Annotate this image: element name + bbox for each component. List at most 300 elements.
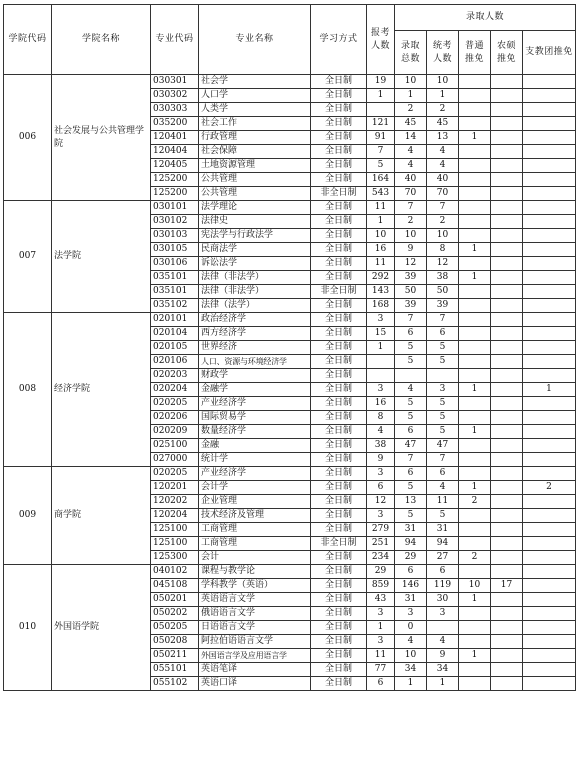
applicants-cell: 234	[367, 551, 395, 565]
college-code-cell: 007	[4, 201, 52, 313]
college-code-cell: 009	[4, 467, 52, 565]
exam-cell: 4	[427, 159, 459, 173]
major-name-cell: 会计	[199, 551, 311, 565]
major-name-cell: 数量经济学	[199, 425, 311, 439]
total-cell: 4	[395, 383, 427, 397]
major-code-cell: 045108	[151, 579, 199, 593]
major-code-cell: 020203	[151, 369, 199, 383]
admission-table-page	[3, 4, 575, 691]
study-mode-cell: 全日制	[311, 411, 367, 425]
exam-cell: 4	[427, 635, 459, 649]
agri-exempt-cell	[491, 565, 523, 579]
major-code-cell: 035200	[151, 117, 199, 131]
total-cell: 10	[395, 229, 427, 243]
total-cell: 31	[395, 523, 427, 537]
regular-exempt-cell: 1	[459, 481, 491, 495]
major-name-cell: 课程与教学论	[199, 565, 311, 579]
college-name-cell: 社会发展与公共管理学院	[52, 75, 151, 201]
total-cell: 1	[395, 89, 427, 103]
regular-exempt-cell	[459, 75, 491, 89]
agri-exempt-cell	[491, 215, 523, 229]
major-name-cell: 俄语语言文学	[199, 607, 311, 621]
study-mode-cell: 全日制	[311, 103, 367, 117]
exam-cell: 94	[427, 537, 459, 551]
support-exempt-cell	[523, 635, 576, 649]
header-support-exempt: 支教团推免	[523, 31, 576, 75]
major-code-cell: 055102	[151, 677, 199, 691]
support-exempt-cell	[523, 439, 576, 453]
total-cell: 94	[395, 537, 427, 551]
major-name-cell: 行政管理	[199, 131, 311, 145]
major-name-cell: 西方经济学	[199, 327, 311, 341]
study-mode-cell: 全日制	[311, 145, 367, 159]
study-mode-cell: 全日制	[311, 593, 367, 607]
exam-cell: 2	[427, 103, 459, 117]
major-name-cell: 外国语言学及应用语言学	[199, 649, 311, 663]
applicants-cell: 8	[367, 411, 395, 425]
exam-cell: 6	[427, 467, 459, 481]
regular-exempt-cell	[459, 523, 491, 537]
study-mode-cell: 全日制	[311, 635, 367, 649]
regular-exempt-cell	[459, 299, 491, 313]
table-row	[4, 201, 576, 215]
support-exempt-cell	[523, 89, 576, 103]
exam-cell: 13	[427, 131, 459, 145]
regular-exempt-cell	[459, 439, 491, 453]
major-code-cell: 125100	[151, 537, 199, 551]
support-exempt-cell	[523, 229, 576, 243]
major-name-cell: 社会学	[199, 75, 311, 89]
agri-exempt-cell	[491, 75, 523, 89]
applicants-cell: 10	[367, 229, 395, 243]
study-mode-cell: 全日制	[311, 131, 367, 145]
agri-exempt-cell	[491, 313, 523, 327]
total-cell: 7	[395, 201, 427, 215]
exam-cell: 10	[427, 75, 459, 89]
total-cell: 6	[395, 327, 427, 341]
applicants-cell	[367, 355, 395, 369]
regular-exempt-cell	[459, 565, 491, 579]
regular-exempt-cell: 2	[459, 495, 491, 509]
major-name-cell: 法律（非法学）	[199, 285, 311, 299]
major-code-cell: 120202	[151, 495, 199, 509]
major-name-cell: 社会工作	[199, 117, 311, 131]
major-code-cell: 040102	[151, 565, 199, 579]
table-row	[4, 313, 576, 327]
exam-cell: 2	[427, 215, 459, 229]
total-cell: 6	[395, 425, 427, 439]
total-cell: 13	[395, 495, 427, 509]
study-mode-cell: 全日制	[311, 453, 367, 467]
agri-exempt-cell	[491, 481, 523, 495]
total-cell: 1	[395, 677, 427, 691]
applicants-cell: 9	[367, 453, 395, 467]
agri-exempt-cell	[491, 117, 523, 131]
applicants-cell	[367, 103, 395, 117]
total-cell: 31	[395, 593, 427, 607]
major-name-cell: 英语口译	[199, 677, 311, 691]
support-exempt-cell	[523, 411, 576, 425]
agri-exempt-cell	[491, 103, 523, 117]
applicants-cell	[367, 369, 395, 383]
support-exempt-cell	[523, 565, 576, 579]
major-name-cell: 产业经济学	[199, 467, 311, 481]
agri-exempt-cell	[491, 467, 523, 481]
total-cell: 5	[395, 397, 427, 411]
regular-exempt-cell	[459, 411, 491, 425]
study-mode-cell: 全日制	[311, 663, 367, 677]
applicants-cell: 543	[367, 187, 395, 201]
study-mode-cell: 全日制	[311, 523, 367, 537]
support-exempt-cell	[523, 453, 576, 467]
regular-exempt-cell	[459, 117, 491, 131]
table-row	[4, 565, 576, 579]
study-mode-cell: 全日制	[311, 383, 367, 397]
major-name-cell: 英语笔译	[199, 663, 311, 677]
study-mode-cell: 全日制	[311, 481, 367, 495]
agri-exempt-cell	[491, 187, 523, 201]
support-exempt-cell	[523, 257, 576, 271]
regular-exempt-cell	[459, 677, 491, 691]
major-name-cell: 土地资源管理	[199, 159, 311, 173]
total-cell: 4	[395, 145, 427, 159]
applicants-cell: 1	[367, 621, 395, 635]
major-name-cell: 公共管理	[199, 173, 311, 187]
support-exempt-cell	[523, 173, 576, 187]
major-code-cell: 125100	[151, 523, 199, 537]
college-code-cell: 010	[4, 565, 52, 691]
support-exempt-cell	[523, 131, 576, 145]
header-admitted-group: 录取人数	[395, 5, 576, 31]
major-name-cell: 企业管理	[199, 495, 311, 509]
agri-exempt-cell	[491, 593, 523, 607]
total-cell: 146	[395, 579, 427, 593]
major-code-cell: 020205	[151, 397, 199, 411]
regular-exempt-cell	[459, 663, 491, 677]
exam-cell: 119	[427, 579, 459, 593]
total-cell: 7	[395, 453, 427, 467]
major-name-cell: 国际贸易学	[199, 411, 311, 425]
support-exempt-cell	[523, 649, 576, 663]
header-total: 录取总数	[395, 31, 427, 75]
total-cell: 14	[395, 131, 427, 145]
major-code-cell: 020204	[151, 383, 199, 397]
support-exempt-cell	[523, 299, 576, 313]
major-name-cell: 统计学	[199, 453, 311, 467]
agri-exempt-cell	[491, 257, 523, 271]
agri-exempt-cell	[491, 621, 523, 635]
study-mode-cell: 全日制	[311, 495, 367, 509]
support-exempt-cell: 1	[523, 383, 576, 397]
study-mode-cell: 全日制	[311, 159, 367, 173]
agri-exempt-cell	[491, 229, 523, 243]
agri-exempt-cell	[491, 327, 523, 341]
major-name-cell: 法律（法学）	[199, 299, 311, 313]
major-name-cell: 人类学	[199, 103, 311, 117]
agri-exempt-cell	[491, 243, 523, 257]
study-mode-cell: 全日制	[311, 215, 367, 229]
major-name-cell: 工商管理	[199, 537, 311, 551]
major-name-cell: 诉讼法学	[199, 257, 311, 271]
total-cell: 47	[395, 439, 427, 453]
major-code-cell: 120204	[151, 509, 199, 523]
regular-exempt-cell: 10	[459, 579, 491, 593]
total-cell: 34	[395, 663, 427, 677]
major-name-cell: 工商管理	[199, 523, 311, 537]
study-mode-cell: 全日制	[311, 579, 367, 593]
exam-cell: 6	[427, 565, 459, 579]
major-code-cell: 035101	[151, 271, 199, 285]
study-mode-cell: 全日制	[311, 397, 367, 411]
applicants-cell: 16	[367, 243, 395, 257]
major-name-cell: 技术经济及管理	[199, 509, 311, 523]
total-cell: 2	[395, 103, 427, 117]
applicants-cell: 143	[367, 285, 395, 299]
major-code-cell: 055101	[151, 663, 199, 677]
agri-exempt-cell	[491, 383, 523, 397]
agri-exempt-cell	[491, 523, 523, 537]
regular-exempt-cell	[459, 173, 491, 187]
applicants-cell: 168	[367, 299, 395, 313]
major-name-cell: 人口、资源与环境经济学	[199, 355, 311, 369]
exam-cell: 70	[427, 187, 459, 201]
regular-exempt-cell	[459, 145, 491, 159]
exam-cell: 12	[427, 257, 459, 271]
study-mode-cell: 全日制	[311, 117, 367, 131]
exam-cell: 34	[427, 663, 459, 677]
agri-exempt-cell	[491, 299, 523, 313]
regular-exempt-cell	[459, 369, 491, 383]
applicants-cell: 1	[367, 89, 395, 103]
study-mode-cell: 全日制	[311, 173, 367, 187]
total-cell: 0	[395, 621, 427, 635]
major-code-cell: 030302	[151, 89, 199, 103]
total-cell: 5	[395, 411, 427, 425]
exam-cell	[427, 621, 459, 635]
major-name-cell: 金融学	[199, 383, 311, 397]
college-name-cell: 法学院	[52, 201, 151, 313]
agri-exempt-cell	[491, 495, 523, 509]
major-name-cell: 法律史	[199, 215, 311, 229]
exam-cell: 3	[427, 607, 459, 621]
exam-cell: 7	[427, 201, 459, 215]
regular-exempt-cell: 1	[459, 425, 491, 439]
agri-exempt-cell	[491, 663, 523, 677]
major-name-cell: 世界经济	[199, 341, 311, 355]
major-code-cell: 020206	[151, 411, 199, 425]
major-code-cell: 020106	[151, 355, 199, 369]
college-name-cell: 外国语学院	[52, 565, 151, 691]
applicants-cell: 43	[367, 593, 395, 607]
major-name-cell: 法律（非法学）	[199, 271, 311, 285]
agri-exempt-cell	[491, 201, 523, 215]
agri-exempt-cell	[491, 271, 523, 285]
applicants-cell: 1	[367, 341, 395, 355]
applicants-cell: 6	[367, 481, 395, 495]
support-exempt-cell	[523, 593, 576, 607]
header-exam: 统考人数	[427, 31, 459, 75]
regular-exempt-cell	[459, 453, 491, 467]
total-cell: 2	[395, 215, 427, 229]
total-cell: 4	[395, 635, 427, 649]
agri-exempt-cell	[491, 145, 523, 159]
agri-exempt-cell	[491, 439, 523, 453]
exam-cell: 4	[427, 481, 459, 495]
applicants-cell: 292	[367, 271, 395, 285]
exam-cell: 9	[427, 649, 459, 663]
major-code-cell: 025100	[151, 439, 199, 453]
regular-exempt-cell: 1	[459, 131, 491, 145]
header-major-name: 专业名称	[199, 5, 311, 75]
major-code-cell: 030106	[151, 257, 199, 271]
agri-exempt-cell	[491, 425, 523, 439]
major-code-cell: 050202	[151, 607, 199, 621]
total-cell: 40	[395, 173, 427, 187]
total-cell: 45	[395, 117, 427, 131]
regular-exempt-cell	[459, 229, 491, 243]
regular-exempt-cell	[459, 467, 491, 481]
regular-exempt-cell	[459, 397, 491, 411]
admission-table	[3, 4, 576, 691]
major-code-cell: 030105	[151, 243, 199, 257]
agri-exempt-cell	[491, 89, 523, 103]
agri-exempt-cell	[491, 537, 523, 551]
major-name-cell: 财政学	[199, 369, 311, 383]
total-cell: 3	[395, 607, 427, 621]
total-cell: 29	[395, 551, 427, 565]
regular-exempt-cell	[459, 215, 491, 229]
study-mode-cell: 非全日制	[311, 537, 367, 551]
college-code-cell: 006	[4, 75, 52, 201]
agri-exempt-cell	[491, 509, 523, 523]
agri-exempt-cell	[491, 551, 523, 565]
applicants-cell: 19	[367, 75, 395, 89]
major-name-cell: 英语语言文学	[199, 593, 311, 607]
major-name-cell: 宪法学与行政法学	[199, 229, 311, 243]
exam-cell: 5	[427, 509, 459, 523]
major-name-cell: 民商法学	[199, 243, 311, 257]
header-applicants: 报考人数	[367, 5, 395, 75]
major-name-cell: 政治经济学	[199, 313, 311, 327]
table-row	[4, 75, 576, 89]
college-name-cell: 商学院	[52, 467, 151, 565]
total-cell: 7	[395, 313, 427, 327]
major-name-cell: 阿拉伯语语言文学	[199, 635, 311, 649]
exam-cell: 30	[427, 593, 459, 607]
major-name-cell: 金融	[199, 439, 311, 453]
support-exempt-cell	[523, 677, 576, 691]
study-mode-cell: 全日制	[311, 369, 367, 383]
study-mode-cell: 全日制	[311, 607, 367, 621]
major-name-cell: 会计学	[199, 481, 311, 495]
agri-exempt-cell	[491, 369, 523, 383]
regular-exempt-cell: 2	[459, 551, 491, 565]
study-mode-cell: 全日制	[311, 621, 367, 635]
study-mode-cell: 全日制	[311, 75, 367, 89]
exam-cell: 7	[427, 313, 459, 327]
major-name-cell: 社会保障	[199, 145, 311, 159]
study-mode-cell: 非全日制	[311, 187, 367, 201]
applicants-cell: 164	[367, 173, 395, 187]
exam-cell: 4	[427, 145, 459, 159]
regular-exempt-cell: 1	[459, 243, 491, 257]
regular-exempt-cell	[459, 607, 491, 621]
header-major-code: 专业代码	[151, 5, 199, 75]
support-exempt-cell	[523, 341, 576, 355]
study-mode-cell: 全日制	[311, 89, 367, 103]
exam-cell: 39	[427, 299, 459, 313]
total-cell: 39	[395, 299, 427, 313]
major-code-cell: 050201	[151, 593, 199, 607]
agri-exempt-cell	[491, 159, 523, 173]
total-cell: 5	[395, 481, 427, 495]
major-code-cell: 035101	[151, 285, 199, 299]
study-mode-cell: 全日制	[311, 565, 367, 579]
study-mode-cell: 全日制	[311, 299, 367, 313]
support-exempt-cell	[523, 607, 576, 621]
exam-cell	[427, 369, 459, 383]
regular-exempt-cell	[459, 355, 491, 369]
study-mode-cell: 全日制	[311, 439, 367, 453]
exam-cell: 31	[427, 523, 459, 537]
exam-cell: 27	[427, 551, 459, 565]
total-cell: 10	[395, 649, 427, 663]
applicants-cell: 3	[367, 635, 395, 649]
total-cell: 70	[395, 187, 427, 201]
regular-exempt-cell	[459, 635, 491, 649]
major-name-cell: 学科教学（英语）	[199, 579, 311, 593]
major-code-cell: 125200	[151, 187, 199, 201]
major-code-cell: 050205	[151, 621, 199, 635]
agri-exempt-cell	[491, 607, 523, 621]
support-exempt-cell	[523, 103, 576, 117]
study-mode-cell: 全日制	[311, 327, 367, 341]
exam-cell: 11	[427, 495, 459, 509]
regular-exempt-cell	[459, 313, 491, 327]
support-exempt-cell	[523, 117, 576, 131]
regular-exempt-cell	[459, 341, 491, 355]
support-exempt-cell	[523, 327, 576, 341]
support-exempt-cell	[523, 495, 576, 509]
exam-cell: 5	[427, 355, 459, 369]
exam-cell: 7	[427, 453, 459, 467]
support-exempt-cell	[523, 201, 576, 215]
agri-exempt-cell	[491, 677, 523, 691]
study-mode-cell: 全日制	[311, 313, 367, 327]
support-exempt-cell	[523, 145, 576, 159]
major-code-cell: 020205	[151, 467, 199, 481]
total-cell: 4	[395, 159, 427, 173]
major-code-cell: 035102	[151, 299, 199, 313]
applicants-cell: 3	[367, 467, 395, 481]
study-mode-cell: 全日制	[311, 509, 367, 523]
support-exempt-cell	[523, 215, 576, 229]
major-code-cell: 030303	[151, 103, 199, 117]
exam-cell: 38	[427, 271, 459, 285]
major-name-cell: 日语语言文学	[199, 621, 311, 635]
regular-exempt-cell: 1	[459, 649, 491, 663]
applicants-cell: 91	[367, 131, 395, 145]
agri-exempt-cell	[491, 635, 523, 649]
total-cell: 9	[395, 243, 427, 257]
total-cell: 5	[395, 509, 427, 523]
total-cell: 5	[395, 355, 427, 369]
exam-cell: 3	[427, 383, 459, 397]
agri-exempt-cell	[491, 355, 523, 369]
support-exempt-cell: 2	[523, 481, 576, 495]
support-exempt-cell	[523, 397, 576, 411]
header-college-code: 学院代码	[4, 5, 52, 75]
